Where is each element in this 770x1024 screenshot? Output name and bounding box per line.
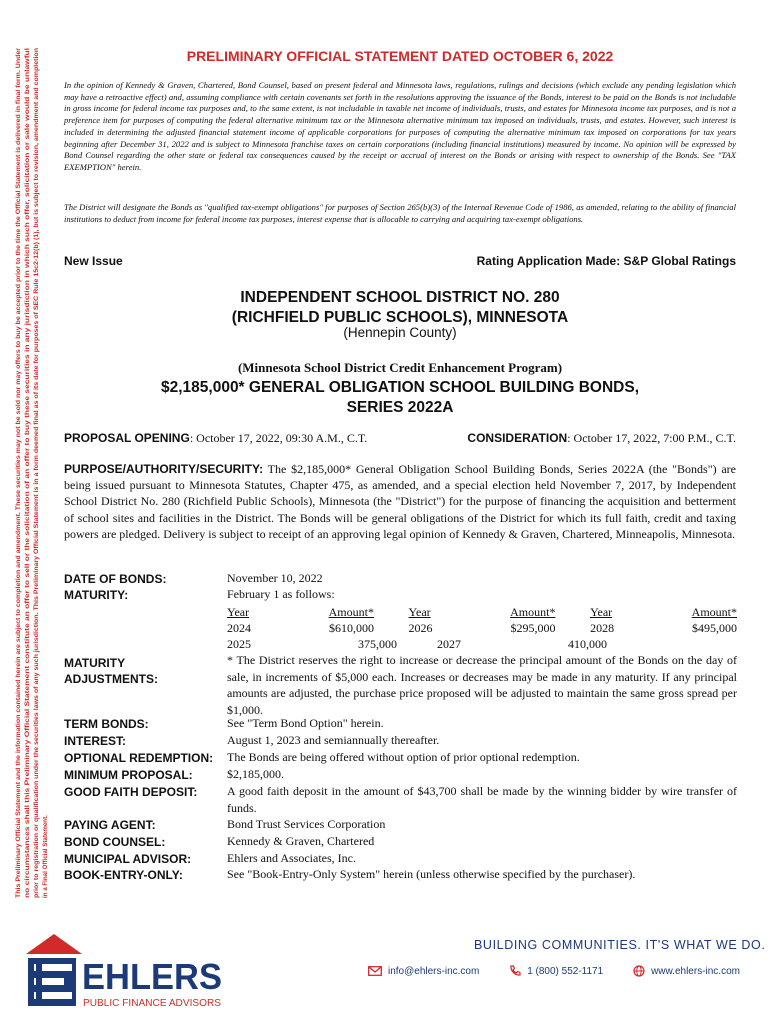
purpose-text: The $2,185,000* General Obligation School Building Bonds, Series 2022A (the "Bonds") are being issued pursuant to Minnesota Statutes, Chapter 475, as amended, and a special election held November 7, 2017, by Independent School District No. 280 (Richfield Public Schools), Minnesota (the "District") for the purpose of financing the acquisition and betterment of school sites and facilities in the District. The Bonds will be general obligations of the District for which its full faith, credit and taxing powers are pledged. Delivery is subject to receipt of an approving legal opinion of Kennedy & Graven, Chartered, Minneapolis, Minnesota. xyxy=(64,462,736,541)
book-entry-only-label: BOOK-ENTRY-ONLY: xyxy=(64,868,183,882)
maturity-year: 2025 xyxy=(227,637,251,651)
maturity-label: MATURITY: xyxy=(64,588,129,602)
side-notice-line: no circumstances shall this Preliminary Official Statement constitute an offer to sell or the solicitation of an offer to buy these securities in any jurisdiction in which such offer, solicitation or sale would be unlawful xyxy=(24,272,31,898)
paying-agent-value: Bond Trust Services Corporation xyxy=(227,817,386,831)
purpose-paragraph xyxy=(64,461,736,542)
maturity-year: 2027 xyxy=(437,637,461,651)
paying-agent-label: PAYING AGENT: xyxy=(64,818,156,832)
document-title: PRELIMINARY OFFICIAL STATEMENT DATED OCTOBER 6, 2022 xyxy=(186,48,614,64)
email-text: info@ehlers-inc.com xyxy=(388,965,480,977)
maturity-adjustments-label-line-2: ADJUSTMENTS: xyxy=(64,672,159,686)
logo-subtitle: PUBLIC FINANCE ADVISORS xyxy=(83,998,222,1009)
new-issue-label: New Issue xyxy=(64,254,123,268)
maturity-value: February 1 as follows: xyxy=(227,587,335,601)
good-faith-deposit-value: A good faith deposit in the amount of $43,700 shall be made by the winning bidder by wire transfer of funds. xyxy=(227,784,737,815)
ehlers-logo xyxy=(24,926,224,1018)
maturity-year: 2024 xyxy=(227,621,251,635)
date-of-bonds-value: November 10, 2022 xyxy=(227,571,323,585)
minimum-proposal-label: MINIMUM PROPOSAL: xyxy=(64,768,193,782)
email-contact[interactable] xyxy=(368,965,479,977)
bond-title-line-2: SERIES 2022A xyxy=(346,399,454,416)
maturity-table-row xyxy=(227,620,737,636)
maturity-table xyxy=(227,604,737,652)
consideration-value: October 17, 2022, 7:00 P.M., C.T. xyxy=(573,431,736,445)
side-notice-line: in a Final Official Statement. xyxy=(42,815,49,898)
bond-counsel-label: BOND COUNSEL: xyxy=(64,835,166,849)
date-of-bonds-label: DATE OF BONDS: xyxy=(64,572,167,586)
maturity-year: 2028 xyxy=(590,621,615,635)
issuer-line-2: (RICHFIELD PUBLIC SCHOOLS), MINNESOTA xyxy=(231,309,569,326)
issuer-name xyxy=(64,288,736,328)
optional-redemption-label: OPTIONAL REDEMPTION: xyxy=(64,751,214,765)
phone-contact[interactable] xyxy=(509,965,603,977)
envelope-icon xyxy=(368,966,382,976)
website-text: www.ehlers-inc.com xyxy=(651,965,740,977)
phone-icon xyxy=(509,965,521,977)
maturity-year: 2026 xyxy=(408,621,433,635)
side-notice-line: prior to registration or qualification under the securities laws of any such jurisdiction. This Preliminary Official Statement is in a form deemed final as of its date for purposes of SEC Rule 15c2-12(b) (1), but is subject to revision, amendment and completion xyxy=(33,147,40,898)
consideration-label: CONSIDERATION xyxy=(467,431,568,445)
issue-line xyxy=(64,254,736,268)
maturity-adjustments-label-line-1: MATURITY xyxy=(64,656,126,670)
amount-header: Amount* xyxy=(510,605,556,619)
bond-title xyxy=(64,378,736,418)
interest-value: August 1, 2023 and semiannually thereafter. xyxy=(227,733,440,747)
issuer-county: (Hennepin County) xyxy=(343,325,457,340)
proposal-opening-label: PROPOSAL OPENING xyxy=(64,431,190,445)
maturity-adjustments-label xyxy=(64,655,158,687)
maturity-amount: 375,000 xyxy=(358,637,397,651)
rating-label: Rating Application Made: S&P Global Ratings xyxy=(476,254,736,268)
maturity-amount: 410,000 xyxy=(568,637,607,651)
minimum-proposal-value: $2,185,000. xyxy=(227,767,284,781)
maturity-amount: $495,000 xyxy=(692,621,738,635)
proposal-opening-value: October 17, 2022, 09:30 A.M., C.T. xyxy=(196,431,368,445)
maturity-table-row xyxy=(227,636,737,652)
maturity-table-header xyxy=(227,604,737,620)
issuer-line-1: INDEPENDENT SCHOOL DISTRICT NO. 280 xyxy=(240,289,560,306)
term-bonds-label: TERM BONDS: xyxy=(64,717,149,731)
maturity-adjustments-value: * The District reserves the right to increase or decrease the principal amount of the Bonds on the day of sale, in increments of $5,000 each. Increases or decreases may be made in any maturity. If any principal amounts are adjusted, the purchase price proposed will be adjusted to maintain the same gross spread per $1,000. xyxy=(227,653,737,717)
bond-title-line-1: $2,185,000* GENERAL OBLIGATION SCHOOL BUILDING BONDS, xyxy=(160,379,639,396)
qualified-obligations-paragraph: The District will designate the Bonds as "qualified tax-exempt obligations" for purposes of Section 265(b)(3) of the Internal Revenue Code of 1986, as amended, relating to the ability of financial institutions to deduct from income for federal income tax purposes, interest expense that is allocable to carrying and acquiring tax-exempt obligations. xyxy=(64,202,736,224)
year-header: Year xyxy=(227,605,250,619)
phone-text: 1 (800) 552-1171 xyxy=(527,965,604,977)
amount-header: Amount* xyxy=(328,605,374,619)
footer-tagline: BUILDING COMMUNITIES. IT'S WHAT WE DO. xyxy=(474,938,766,952)
bond-counsel-value: Kennedy & Graven, Chartered xyxy=(227,834,375,848)
side-notice xyxy=(8,40,64,900)
purpose-label: PURPOSE/AUTHORITY/SECURITY: xyxy=(64,462,264,476)
side-notice-line: This Preliminary Official Statement and the information contained herein are subject to completion and amendment. These securities may not be sold nor may offers to buy be accepted prior to the time the Official Statement is delivered in final form. Under xyxy=(15,147,22,898)
logo-wordmark: EHLERS xyxy=(82,956,222,997)
maturity-amount: $610,000 xyxy=(328,621,374,635)
building-mark-icon xyxy=(26,934,82,1006)
globe-icon xyxy=(633,965,645,977)
interest-label: INTEREST: xyxy=(64,734,127,748)
amount-header: Amount* xyxy=(691,605,738,619)
year-header: Year xyxy=(408,605,431,619)
maturity-amount: $295,000 xyxy=(510,621,556,635)
book-entry-only-value: See "Book-Entry-Only System" herein (unless otherwise specified by the purchaser). xyxy=(227,867,636,881)
good-faith-deposit-label: GOOD FAITH DEPOSIT: xyxy=(64,785,198,799)
year-header: Year xyxy=(590,605,613,619)
municipal-advisor-value: Ehlers and Associates, Inc. xyxy=(227,851,356,865)
program-name: (Minnesota School District Credit Enhancement Program) xyxy=(237,360,563,375)
website-contact[interactable] xyxy=(633,965,740,977)
optional-redemption-value: The Bonds are being offered without option of prior optional redemption. xyxy=(227,750,580,764)
footer-contacts xyxy=(368,965,740,977)
tax-opinion-paragraph: In the opinion of Kennedy & Graven, Chartered, Bond Counsel, based on present federal and Minnesota laws, regulations, rulings and decisions (which exclude any pending legislation which may have a retroactive effect) and, assuming compliance with certain covenants set forth in the resolutions approving the issuance of the Bonds, interest to be paid on the Bonds is not includable in gross income for federal income tax purposes and, to the same extent, is not includable in taxable net income of individuals, trusts, and estates for Minnesota income tax purposes, and is not a preference item for purposes of computing the federal alternative minimum tax or the Minnesota alternative minimum tax imposed on individuals, trusts, and estates. However, such interest is included in determining the adjusted financial statement income of applicable corporations for purposes of computing the alternative minimum tax imposed on corporations for tax years beginning after December 31, 2022 and is subject to Minnesota franchise taxes on certain corporations (including financial institutions) measured by income. No opinion will be expressed by Bond Counsel regarding the other state or federal tax consequences caused by the receipt or accrual of interest on the Bonds or arising with respect to ownership of the Bonds. See "TAX EXEMPTION" herein. xyxy=(64,80,736,172)
term-bonds-value: See "Term Bond Option" herein. xyxy=(227,716,384,730)
municipal-advisor-label: MUNICIPAL ADVISOR: xyxy=(64,852,192,866)
